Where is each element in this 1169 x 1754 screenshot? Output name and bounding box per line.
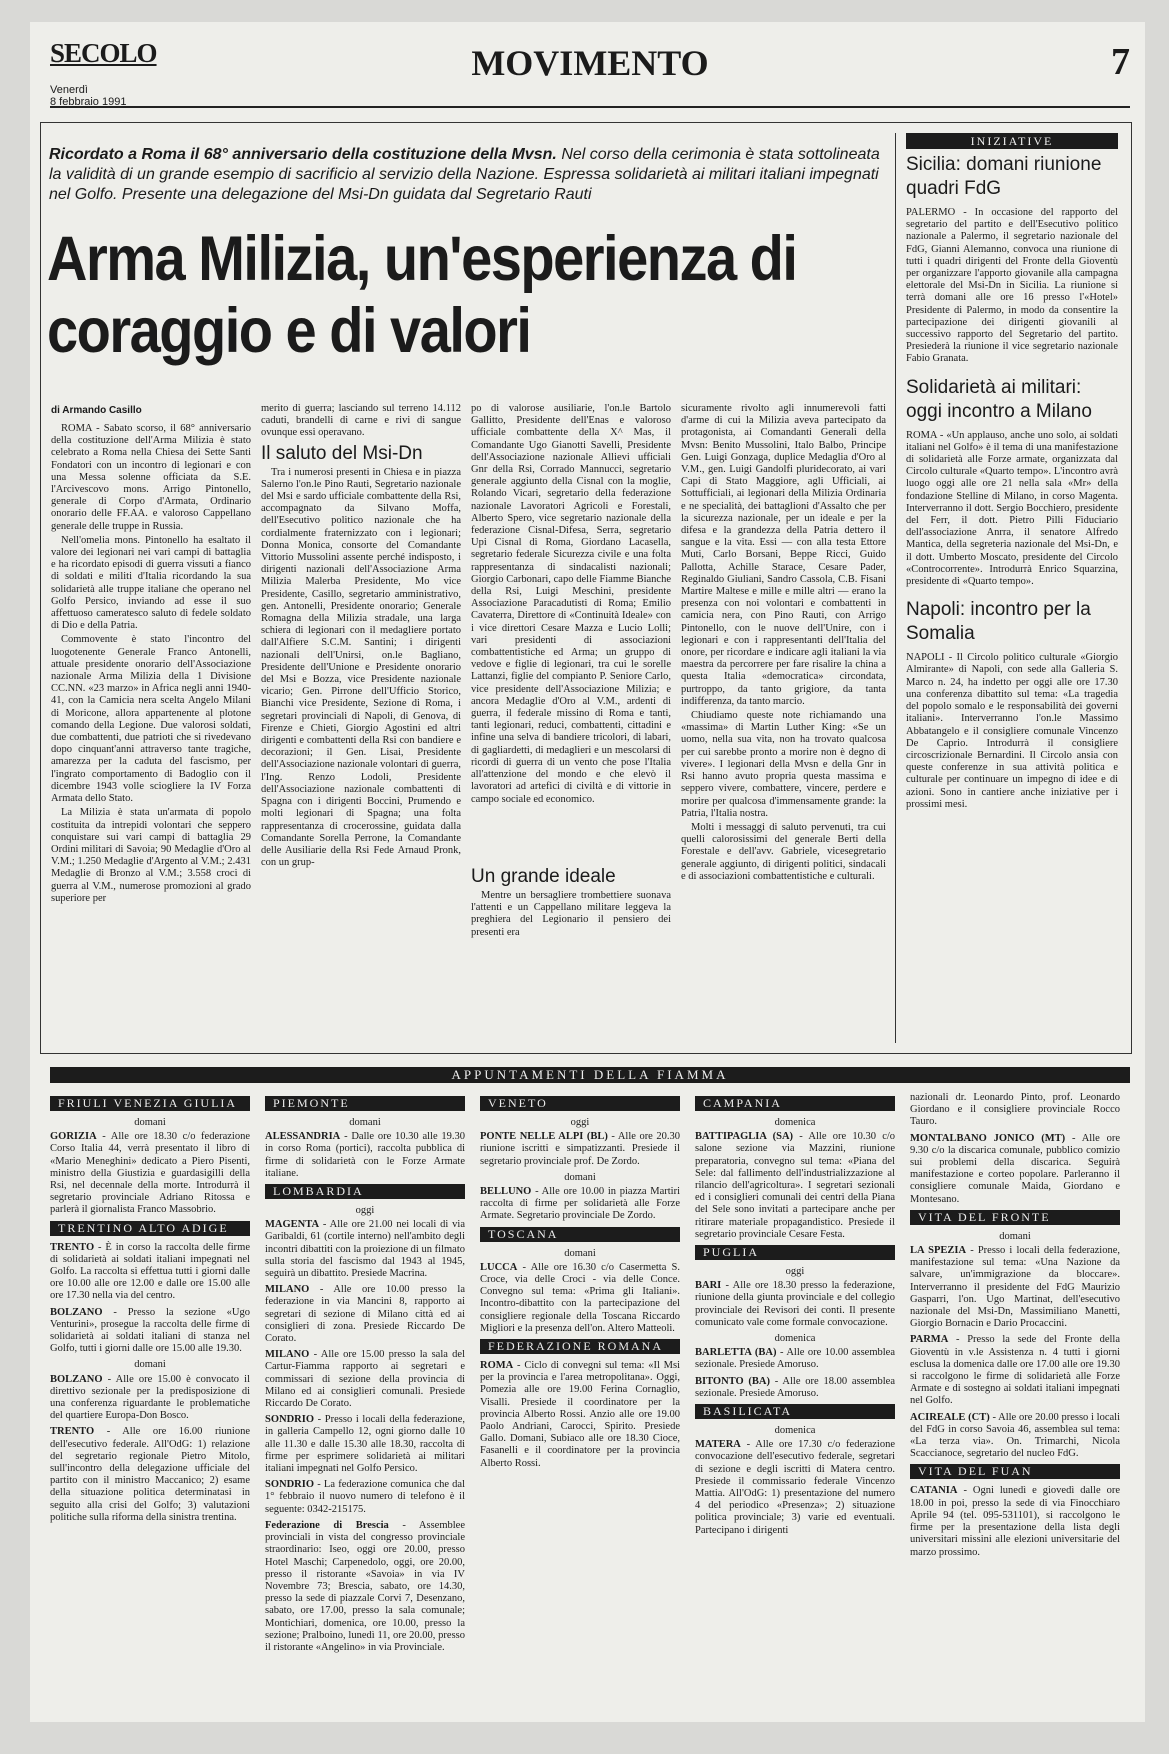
appointment-text: - Alle ore 10.30 c/o salone sezione via Mazzini, riunione preparatoria, convegno sul tema: «Piana del Sele: dal fallimento dell'industrializzazione al rilancio dell'agricoltura». I segretari sezionali ed i consiglieri comunali dei centri della Piana del Sele sono invitati a partecipare anche per ritirare materiale propagandistico. Presiede il segretario provinciale Cesare Festa.: [695, 1131, 895, 1240]
appointment-text: - Alle ore 18.30 c/o federazione Corso Italia 44, verrà presentato il libro di «Mario Meneghini» dedicato a Piero Pisenti, ministro della Giustizia e guardasigilli della Rsi, nel decennale della morte. Introdurrà il segretario provinciale Adriano Ritossa e parlerà il giornalista Franco Massobrio.: [50, 1131, 250, 1216]
appointment-entry: [695, 1376, 895, 1400]
day-label: domenica: [774, 1425, 816, 1437]
newspaper-page: [30, 22, 1145, 1722]
day-label: domani: [999, 1230, 1031, 1242]
day-label: oggi: [785, 1266, 805, 1278]
appointment-text: - Alle ore 20.30 riunione iscritti e simpatizzanti. Presiede il segretario provinciale prof. De Zordo.: [480, 1131, 680, 1167]
sidebar-headline: Sicilia: domani riunione quadri FdG: [906, 154, 1102, 199]
appointment-entry: [910, 1334, 1120, 1407]
appointment-text: - Alle ore 15.00 è convocato il direttivo sezionale per la predisposizione di una conferenza riguardante le problematiche del quartiere Europa-Don Bosco.: [50, 1373, 250, 1422]
appointment-entry: [695, 1131, 895, 1241]
day-label: oggi: [570, 1117, 590, 1128]
place-name: SONDRIO: [265, 1414, 315, 1426]
paragraph: ROMA - Sabato scorso, il 68° anniversario della costituzione dell'Arma Milizia è stato celebrato a Roma nella Chiesa dei Sette Santi Fondatori con un incontro di legionari e con una Messa solenne officiata da S.E. l'Arcivescovo mons. Arrigo Pintonello, generale di Corpo d'Armata, Ordinario onorario delle FF.AA. e valoroso Cappellano generale delle truppe in Russia.: [51, 423, 251, 532]
appointment-text: - Alle ore 10.00 presso la federazione in via Mancini 8, rapporto ai segretari di sezione di Milano città ed ai consiglieri di zona. Presiede Riccardo De Corato.: [265, 1284, 465, 1345]
paragraph: po di valorose ausiliarie, l'on.le Bartolo Gallitto, Presidente dell'Enas e valoroso ufficiale combattente della X^ Mas, il Comandante Ugo Gianotti Savelli, Presidente dell'Associazione nazionale Allievi ufficiali Gnr della Rsi, Corrado Mannucci, segretario generale aggiunto della Cisnal con la moglie, Rolando Vicari, segretario della federazione nazionale Lavoratori Agricoli e Forestali, Alberto Spero, vice segretario nazionale della federazione Cisnal-Difesa, Serra, segretario Upi Cisnal di Roma, Giordano Lacasella, segretario federale Sicurezza civile e una folta rappresentanza di sindacalisti nazionali; Giorgio Carbonari, capo delle Fiamme Bianche della Rsi, Luigi Meschini, presidente Associazione Paracadutisti di Roma; Emilio Cavaterra, Direttore di «Continuità Ideale» con i vice direttori Cesare Mazza e Lucio Lolli; vari presidenti di associazioni combattentistiche ed Arma; un gruppo di vedove e figlie di legionari, tra cui le sorelle Lattanzi, figlie del compianto P. Seniore Carlo, vice presidente dell'Associazione Milizia; e ancora Medaglie d'Oro al V.M., ardenti di guerra, il federale missino di Roma e tanti, tanti legionari, reduci, combattenti, cittadini e infine una selva di bandiere tricolori, di labari, di gagliardetti, di medaglieri e un mescolarsi di ricordi di guerra di un vento che pose l'Italia all'attenzione del mondo e che elevò il lavoratori ad artefici di civiltà e di vittorie in campo sociale ed economico.: [471, 403, 671, 805]
day-label: domenica: [774, 1117, 816, 1128]
appointment-entry: [480, 1360, 680, 1470]
kicker-bold: Ricordato a Roma il 68° anniversario della costituzione della Mvsn.: [49, 146, 557, 163]
appuntamenti-column-2: [265, 1092, 465, 1712]
appointment-text: - Ogni lunedì e giovedì dalle ore 18.00 in poi, presso la sede di via Finocchiaro Aprile 94 (tel. 095-531101), si raccolgono le firme per la presentazione della lista degli universitari missini alle elezioni universitarie del marzo prossimo.: [910, 1485, 1120, 1558]
region-heading: FEDERAZIONE ROMANA: [480, 1339, 680, 1354]
sidebar-text: PALERMO - In occasione del rapporto del segretario del partito e dell'Esecutivo politico nazionale a Palermo, il segretario nazionale del FdG, Gianni Alemanno, convoca una riunione di tutti i quadri dirigenti del Fronte della Gioventù per organizzare l'apporto giovanile alla campagna elettorale del Msi-Dn in Sicilia. La riunione si terrà domani alle ore 16 presso l'«Hotel» Presidente di Palermo, in modo da consentire la partecipazione dei dirigenti giovanili al successivo rapporto del Segretario del partito. Presiederà la riunione il vice segretario nazionale Fabio Granata.: [906, 207, 1118, 365]
appointment-text: - Alle ore 15.00 presso la sala del Cartur-Fiamma rapporto ai segretari e commissari di sezione della provincia di Milano ed ai consiglieri comunali. Presiede Riccardo De Corato.: [265, 1349, 465, 1410]
appointment-text: - Presso la sezione «Ugo Venturini», prosegue la raccolta delle firme di solidarietà ai soldati italiani di stanza nel Golfo, tutti i giorni dalle ore 15.00 alle 19.30.: [50, 1306, 250, 1355]
place-name: BITONTO (BA): [695, 1375, 770, 1387]
appointment-text: - La federazione comunica che dal 1° febbraio il nuovo numero di telefono è il seguente: 0342-215175.: [265, 1479, 465, 1515]
place-name: TRENTO: [50, 1241, 95, 1253]
place-name: CATANIA: [910, 1485, 958, 1497]
appointment-entry: [480, 1186, 680, 1223]
appointment-text: - Alle ore 10.00 assemblea sezionale. Presiede Amoruso.: [695, 1347, 895, 1371]
region-heading: CAMPANIA: [695, 1096, 895, 1111]
appuntamenti-column-4: [695, 1092, 895, 1712]
appointment-text: - Alle ore 18.30 presso la federazione, riunione della giunta provinciale e del collegio provinciale dei Revisori dei conti. Il presente comunicato vale come formale convocazione.: [695, 1280, 895, 1328]
appointment-entry: [910, 1412, 1120, 1461]
place-name: MILANO: [265, 1284, 310, 1296]
paragraph: Tra i numerosi presenti in Chiesa e in piazza Salerno l'on.le Pino Rauti, Segretario nazionale del Msi e sardo ufficiale combattente della Rsi, accompagnato da Silvano Moffa, dell'Esecutivo politico nazionale che ha cordialmente fraternizzato con i legionari; Donna Monica, consorte del Comandante Vittorio Mussolini assente perché indisposto, i dirigenti nazionali dell'Associazione Arma Milizia Malerba Presidente, Mo vice Presidente, Casillo, segretario amministrativo, gen. Antonelli, Presidente onorario; Generale Romagna della Milizia stradale, una larga schiera di legionari con il medagliere portato dall'Alfiere S.C.M. Santini; i dirigenti nazionali dell'Unirsi, on.le Bagliano, Presidente dell'Unione e Presidente onorario del Msi e Bozza, vice Presidente nazionale vicario; Gen. Pirrone dell'Ufficio Storico, Bianchi vice Presidente, Sezione di Roma, i segretari provinciali di Napoli, di Genova, di Firenze e Chieti, Giorgio Agostini ed altri dirigenti e combattenti della Rsi con bandiere e decorazioni; il Gen. Lisai, Presidente dell'Associazione nazionale volontari di guerra, l'Ing. Renzo Lodoli, Presidente dell'Associazione nazionale combattenti di Spagna con i dirigenti Boccini, Prumendo e molti legionari di Spagna; una folta rappresentanza di crocerossine, guidata dalla Comandante Sorella Perrone, la Comandante delle Ausiliarie della Rsi Fede Arnaud Pronk, con un grup-: [261, 466, 461, 869]
appointment-entry: [265, 1479, 465, 1516]
appuntamenti-banner: APPUNTAMENTI DELLA FIAMMA: [50, 1067, 1130, 1083]
place-name: LUCCA: [480, 1261, 518, 1273]
day-label: oggi: [355, 1205, 375, 1217]
appointment-text: - Dalle ore 10.30 alle 19.30 in corso Roma (portici), raccolta pubblica di firme di solidarietà con le Forze Armate italiane.: [265, 1131, 465, 1179]
place-name: SONDRIO: [265, 1479, 315, 1491]
appointment-entry: [50, 1131, 250, 1216]
day-label: domani: [564, 1171, 596, 1183]
appointment-text: - Assemblee provinciali in vista del congresso provinciale straordinario: Iseo, oggi ore 20.00, presso Hotel Maschi; Carpenedolo, oggi, ore 20.00, presso il ristorante «Savoia» in via IV Novembre 73; Brescia, sabato, ore 14.30, presso la sede di piazzale Corvi 7, Desenzano, sabato, ore 17.00, presso la sala comunale; Montichiari, domenica, ore 10.00, presso la sezione; Pralboino, lunedì 11, ore 20.00, presso il ristorante «Angelino» in via Provinciale.: [265, 1519, 465, 1653]
weekday: Venerdì: [50, 84, 88, 96]
appointment-entry: [50, 1374, 250, 1423]
region-heading: VITA DEL FRONTE: [910, 1210, 1120, 1225]
paragraph: Nell'omelia mons. Pintonello ha esaltato il valore dei legionari nei vari campi di battaglia e ha ricordato episodi di guerra vissuti a fianco di soldati e militi d'Italia ricordando la sua solidarietà alle truppe italiane che operano nel Golfo Persico, inviando ad esse il suo affettuoso cameratesco saluto di fedele soldato di Dio e della Patria.: [51, 534, 251, 632]
appointment-text: - È in corso la raccolta delle firme di solidarietà ai soldati italiani impegnati nel Golfo. La raccolta si effettua tutti i giorni dalle ore 10.00 alle ore 12.00 e dalle ore 15.00 alle ore 17.30 nella via del centro.: [50, 1241, 250, 1302]
iniziative-sidebar: [895, 133, 1124, 1043]
appuntamenti-column-1: [50, 1092, 250, 1712]
place-name: ACIREALE (CT): [910, 1411, 990, 1423]
sidebar-headline: Solidarietà ai militari: oggi incontro a Milano: [906, 376, 1092, 422]
region-heading: TRENTINO ALTO ADIGE: [50, 1221, 250, 1236]
appointment-entry: [265, 1131, 465, 1180]
paragraph: La Milizia è stata un'armata di popolo costituita da intrepidi volontari che seppero conquistare sui vari campi di battaglia 29 Ordini militari di Savoia; 90 Medaglie d'Oro al V.M.; 1.250 Medaglie d'Argento al V.M.; 2.431 Medaglie di Bronzo al V.M.; 3.558 croci di guerra al V.M., numerose promozioni al grado superiore per: [51, 807, 251, 904]
appointment-text: - Ciclo di convegni sul tema: «Il Msi per la provincia e l'area metropolitana». Oggi, Pomezia alle ore 19.00 Ferina Cornaglio, Visalli. Presiede il coordinatore per la provincia Alberto Rossi. Anzio alle ore 19.00 Paolo Andriani, Carocci, Spirito. Presiede Gallo. Domani, Subiaco alle ore 18.30 Cioce, Fasanelli e il coordinatore per la provincia Alberto Rossi.: [480, 1360, 680, 1469]
appointment-entry: [695, 1439, 895, 1537]
article-kicker: [49, 145, 889, 205]
region-heading: FRIULI VENEZIA GIULIA: [50, 1096, 250, 1111]
masthead: [50, 36, 1130, 108]
place-name: BOLZANO: [50, 1373, 103, 1385]
appointment-entry: [480, 1262, 680, 1335]
newspaper-logo: SECOLO: [50, 38, 157, 68]
appointment-entry: [265, 1520, 465, 1654]
appointment-text: - Presso i locali della federazione, manifestazione sul tema: «Una Nazione da salvare, un'immigrazione da bloccare». Interverranno il presidente del FdG Maurizio Gasparri, l'on. Ugo Martinat, dell'esecutivo nazionale del Msi-Dn, Massimiliano Manetti, Giorgio Bornacin e Dario Procaccini.: [910, 1245, 1120, 1330]
place-name: BARI: [695, 1280, 722, 1292]
appointment-entry: [265, 1284, 465, 1345]
place-name: BARLETTA (BA): [695, 1347, 777, 1359]
article-column-4: [681, 403, 886, 1033]
page-number: 7: [1111, 41, 1130, 83]
place-name: LA SPEZIA: [910, 1245, 967, 1257]
place-name: MATERA: [695, 1439, 741, 1451]
appointment-text: - Alle ore 16.30 c/o Casermetta S. Croce, via delle Croci - via delle Conce. Convegno sul tema: «Prima gli Italiani». Incontro-dibattito con la partecipazione del consigliere regionale della Toscana Riccardo Migliori e la presenza dell'on. Altero Matteoli.: [480, 1261, 680, 1334]
appointment-entry: [50, 1242, 250, 1303]
article-headline: Arma Milizia, un'esperienza di coraggio e di valori: [47, 223, 797, 366]
dateline: [50, 84, 126, 108]
appointment-text: - Alle ore 21.00 nei locali di via Garibaldi, 61 (cortile interno) nell'ambito degli incontri dibattiti con la proiezione di un filmato sulla storia del fascismo dal 1943 al 1945, seguirà un dibattito. Presiede Macrina.: [265, 1219, 465, 1280]
paragraph: merito di guerra; lasciando sul terreno 14.112 caduti, brandelli di carne e rivi di sangue ovunque essi operavano.: [261, 403, 461, 439]
paragraph: Chiudiamo queste note richiamando una «massima» di Martin Luther King: «Se un uomo, nella sua vita, non ha trovato qualcosa per cui sarebbe pronto a morire non è degno di vivere». I legionari della Mvsn e della Gnr in Rsi hanno avuto propria questa massima e seppero vivere, combattere, vincere, perdere e morire per qualcosa d'immensamente grande: la Patria, l'Italia nostra.: [681, 710, 886, 819]
appointment-text: - Alle ore 18.00 assemblea sezionale. Presiede Amoruso.: [695, 1375, 895, 1399]
place-name: TRENTO: [50, 1426, 95, 1438]
appointment-text: - Alle ore 10.00 in piazza Martiri raccolta di firme per solidarietà alle Forze Armate. Segretario provinciale De Zordo.: [480, 1186, 680, 1222]
sidebar-headline: Napoli: incontro per la Somalia: [906, 599, 1091, 645]
appointment-entry: [695, 1347, 895, 1371]
day-label: domani: [134, 1117, 166, 1128]
lead-article-box: [40, 122, 1132, 1054]
region-heading: VENETO: [480, 1096, 680, 1111]
paragraph: Molti i messaggi di saluto pervenuti, tra cui quelli calorosissimi del generale Berti della Forestale e dell'avv. Gabriele, vicesegretario generale aggiunto, di dirigenti politici, sindacali e di associazioni combattentistiche e culturali.: [681, 821, 886, 882]
region-heading: TOSCANA: [480, 1227, 680, 1242]
article-column-1: [51, 423, 251, 1033]
appointment-text: - Alle ore 9.30 c/o la discarica comunale, pubblico comizio sui problemi della discarica. Seguirà manifestazione e corteo popolare. Parleranno il consigliere comunale Maida, Giordano e Montesano.: [910, 1132, 1120, 1205]
appointment-entry: [910, 1485, 1120, 1558]
appuntamenti-column-3: [480, 1092, 680, 1712]
paragraph: Commovente è stato l'incontro del luogotenente Generale Franco Antonelli, attuale presidente onorario dell'Associazione nazionale Arma Milizia della 1 Divisione CC.NN. «23 marzo» in Africa negli anni 1940-41, con la Camicia nera scelta Angelo Milani di Moricone, allora appartenente al plotone comando della Legione. Due valorosi soldati, due combattenti, due patrioti che si rivedevano dopo cinquant'anni attraverso tante tragiche, amarezza per la caduta del fascismo, per l'ingrato comportamento di Badoglio con il dicembre 1943 volle sciogliere la IV Forza Armata dello Stato.: [51, 634, 251, 805]
appointment-entry: [265, 1219, 465, 1280]
region-heading: VITA DEL FUAN: [910, 1464, 1120, 1479]
sidebar-text: ROMA - «Un applauso, anche uno solo, ai soldati italiani nel Golfo» è il tema di una manifestazione di solidarietà alle Forze armate, organizzata dal Circolo culturale «Quarto tempo». L'incontro avrà luogo oggi alle ore 21 nella sala «Mr» della fondazione Stelline di Milano, in corso Magenta. Interverranno il dott. Sergio Bocchiero, presidente del Ferr, il dott. Pietro Pilli Fiduciario dell'associazione Anrra, il senatore Alfredo Mantica, della segreteria nazionale del Msi-Dn, e il dott. Umberto Moscato, presidente del Circolo «Controcorrente». Introdurrà Enrico Squarzina, presidente di «Quarto tempo».: [906, 429, 1118, 588]
place-name: BELLUNO: [480, 1186, 532, 1198]
place-name: ALESSANDRIA: [265, 1131, 341, 1143]
appointment-entry: [480, 1131, 680, 1168]
day-label: domani: [564, 1247, 596, 1259]
sidebar-text: NAPOLI - Il Circolo politico culturale «Giorgio Almirante» di Napoli, con sede alla Galleria S. Marco n. 24, ha indetto per oggi alle ore 17.30 una conferenza dibattito sul tema: «La tragedia del popolo somalo e le responsabilità dei governi italiani». Interverranno l'on.le Massimo Abbatangelo e il consigliere comunale Vincenzo De Caprio. Introdurrà il consigliere circoscrizionale Bernardini. Il Circolo ansia con queste conferenze in sua attività politica e culturale per continuare un impegno di idee e di azioni. Sono in cantiere anche iniziative per i prossimi mesi.: [906, 652, 1118, 810]
place-name: ROMA: [480, 1360, 514, 1372]
appointment-entry: [910, 1092, 1120, 1129]
appointment-entry: [695, 1280, 895, 1329]
appuntamenti-column-5: [910, 1092, 1120, 1712]
place-name: MILANO: [265, 1349, 310, 1361]
appointment-text: - Presso la sede del Fronte della Gioventù in v.le Assistenza n. 4 tutti i giorni esclusa la domenica dalle ore 17.00 alle ore 19.30 si raccolgono le firme di solidarietà alle Forze Armate e di sostegno ai soldati italiani impegnati nel Golfo.: [910, 1334, 1120, 1407]
region-heading: PUGLIA: [695, 1245, 895, 1260]
region-heading: BASILICATA: [695, 1404, 895, 1419]
place-name: PARMA: [910, 1334, 949, 1346]
sidebar-label: INIZIATIVE: [906, 133, 1118, 149]
appointment-entry: [910, 1245, 1120, 1330]
paragraph: Mentre un bersagliere trombettiere suonava l'attenti e un Cappellano militare leggeva la preghiera del Legionario il pensiero dei presenti era: [471, 890, 671, 938]
appointment-entry: [50, 1307, 250, 1356]
appointment-text: nazionali dr. Leonardo Pinto, prof. Leonardo Giordano e il consigliere provinciale Rocco Tauro.: [910, 1092, 1120, 1128]
appointment-entry: [265, 1349, 465, 1410]
day-label: domani: [349, 1117, 381, 1128]
place-name: MONTALBANO JONICO (MT): [910, 1132, 1066, 1144]
kicker-rest: Nel corso della cerimonia è stata sottolineata la validità di un grande esempio di sacrificio al servizio della Nazione. Espressa solidarietà ai militari italiani impegnati nel Golfo. Presente una delegazione del Msi-Dn guidata dal Segretario Rauti: [49, 146, 880, 203]
byline: di Armando Casillo: [51, 405, 142, 416]
appointment-text: - Alle ore 17.30 c/o federazione convocazione dell'esecutivo federale, segretari di sezione e degli iscritti di Matera centro. Presiede il commissario federale Vincenzo Mattia. All'OdG: 1) presentazione del numero 4 del periodico «Presenza»; 2) situazione politica provinciale; 3) varie ed eventuali. Partecipano i dirigenti: [695, 1439, 895, 1536]
region-heading: PIEMONTE: [265, 1096, 465, 1111]
place-name: MAGENTA: [265, 1219, 320, 1231]
appointment-text: - Alle ore 16.00 riunione dell'esecutivo federale. All'OdG: 1) relazione del segretario regionale Pietro Mitolo, sull'incontro della delegazione ufficiale del partito con il ministro Maccanico; 2) esame della situazione politica determinatasi in seguito alla crisi del Golfo; 3) valutazioni politiche sulla riforma della sinistra trentina.: [50, 1426, 250, 1523]
place-name: BATTIPAGLIA (SA): [695, 1131, 794, 1143]
appointment-text: - Presso i locali della federazione, in galleria Campello 12, ogni giorno dalle 10 alle 11.30 e dalle 15.30 alle 18.30, raccolta di firme per esprimere solidarietà ai militari italiani impegnati nel Golfo Persico.: [265, 1414, 465, 1475]
appointment-entry: [910, 1133, 1120, 1206]
place-name: Federazione di Brescia: [265, 1519, 389, 1531]
appointment-entry: [265, 1414, 465, 1475]
subheading: Il saluto del Msi-Dn: [261, 442, 423, 464]
appointment-text: - Alle ore 20.00 presso i locali del FdG in corso Savoia 46, assemblea sul tema: «La terza via». On. Trimarchi, Nicola Scaccianoce, segretario del nucleo FdG.: [910, 1411, 1120, 1460]
place-name: GORIZIA: [50, 1131, 97, 1143]
paragraph: sicuramente rivolto agli innumerevoli fatti d'arme di cui la Milizia aveva partecipato da protagonista, ai Comandanti Generali della Mvsn: Benito Mussolini, Italo Balbo, Principe Gen. Luigi Gonzaga, duplice Medaglia d'Oro al V.M., gen. Luigi Gandolfi pluridecorato, ai vari Capi di Stato Maggiore, agli Ufficiali, ai Sottufficiali, ai legionari della Milizia Ordinaria e ne specialità, dei battaglioni d'Assalto che per la sicurezza nazionale, per un ideale e per la difesa e la grandezza della Patria dettero il sangue e la vita. Essi — con alla testa Ettore Muti, Carlo Borsani, Beppe Ricci, Guido Pallotta, Achille Starace, Cesare Pader, Reginaldo Giuliani, Sandro Cassola, C.B. Fisani Martire Maltese e mille e mille altri — erano la presenza con noi volontari e combattenti in camicia nera, con Pino Rauti, con Arrigo Pintonello, con le nuove dell'Unire, con i legionari e con i rappresentanti dell'Italia del onore, per ricordare e indicare agli italiani la via maestra da percorrere per fare risalire la china a questa Italia «democratica» circondata, purtroppo, da tanto grigiore, da tanta indifferenza, da tanto marcio.: [681, 403, 886, 707]
day-label: domenica: [774, 1333, 816, 1345]
day-label: domani: [134, 1359, 166, 1371]
place-name: PONTE NELLE ALPI (BL): [480, 1131, 608, 1143]
appointment-entry: [50, 1426, 250, 1524]
article-column-2: [261, 403, 461, 1033]
subheading: Un grande ideale: [471, 866, 616, 887]
place-name: BOLZANO: [50, 1306, 103, 1318]
issue-date: 8 febbraio 1991: [50, 96, 127, 108]
article-column-3: [471, 403, 671, 1033]
section-title: MOVIMENTO: [471, 43, 709, 83]
region-heading: LOMBARDIA: [265, 1184, 465, 1199]
